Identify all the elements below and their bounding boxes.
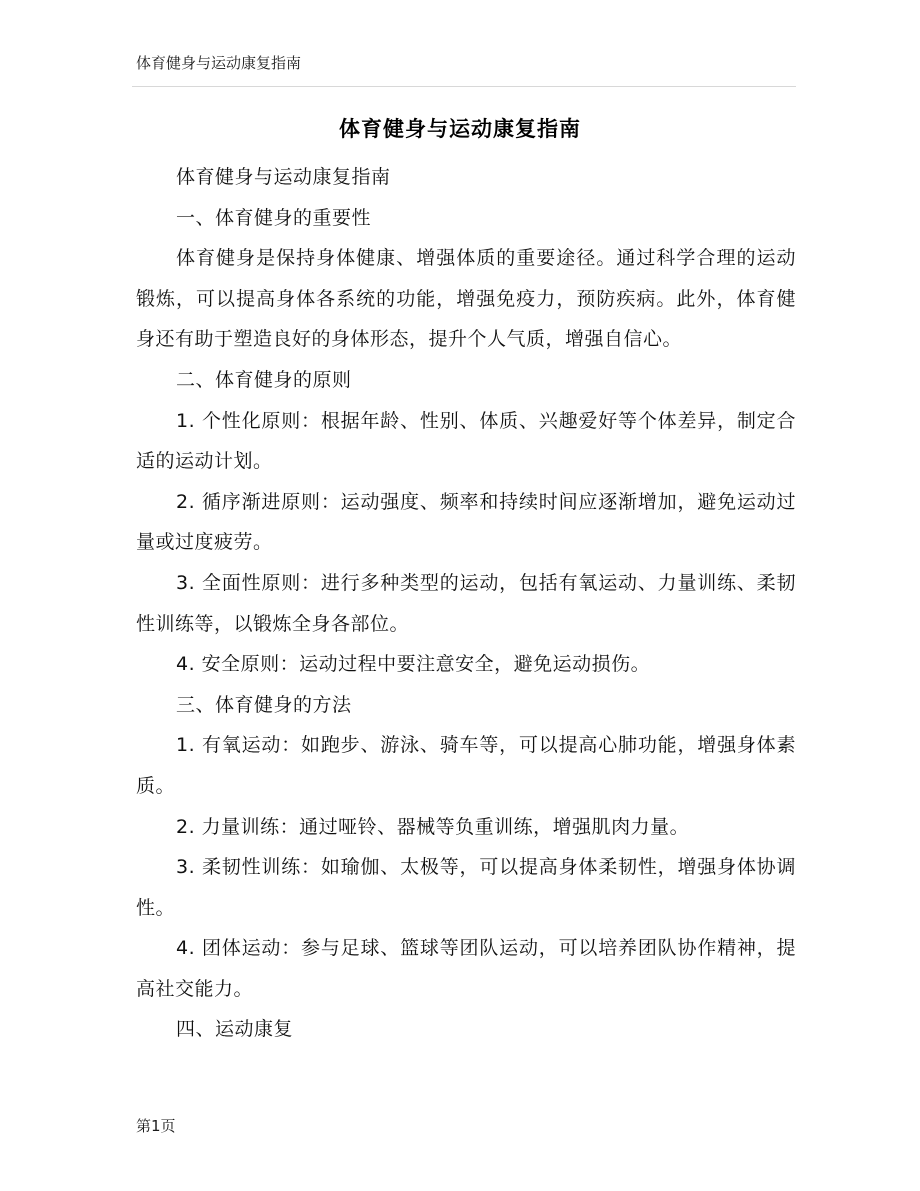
section-heading-principles: 二、体育健身的原则 xyxy=(176,368,352,391)
running-header: 体育健身与运动康复指南 xyxy=(136,54,302,72)
list-item-principle-3: 3. 全面性原则：进行多种类型的运动，包括有氧运动、力量训练、柔韧性训练等，以锻炼全身各部位。 xyxy=(136,571,796,635)
list-item-method-3: 3. 柔韧性训练：如瑜伽、太极等，可以提高身体柔韧性，增强身体协调性。 xyxy=(136,856,796,919)
page-number: 第1页 xyxy=(136,1117,176,1135)
document-body xyxy=(136,157,796,1050)
list-item-principle-4: 4. 安全原则：运动过程中要注意安全，避免运动损伤。 xyxy=(176,653,651,676)
document-title: 体育健身与运动康复指南 xyxy=(339,117,581,141)
header-divider xyxy=(132,86,796,87)
paragraph-subtitle: 体育健身与运动康复指南 xyxy=(176,166,391,188)
section-heading-methods: 三、体育健身的方法 xyxy=(176,693,352,716)
list-item-method-4: 4. 团体运动：参与足球、篮球等团队运动，可以培养团队协作精神，提高社交能力。 xyxy=(136,937,796,1000)
list-item-principle-2: 2. 循序渐进原则：运动强度、频率和持续时间应逐渐增加，避免运动过量或过度疲劳。 xyxy=(136,490,796,554)
list-item-method-1: 1. 有氧运动：如跑步、游泳、骑车等，可以提高心肺功能，增强身体素质。 xyxy=(136,734,796,797)
list-item-principle-1: 1. 个性化原则：根据年龄、性别、体质、兴趣爱好等个体差异，制定合适的运动计划。 xyxy=(136,409,796,473)
section-heading-rehabilitation: 四、运动康复 xyxy=(176,1018,294,1041)
list-item-method-2: 2. 力量训练：通过哑铃、器械等负重训练，增强肌肉力量。 xyxy=(176,815,690,838)
paragraph-importance: 体育健身是保持身体健康、增强体质的重要途径。通过科学合理的运动锻炼，可以提高身体各系统的功能，增强免疫力，预防疾病。此外，体育健身还有助于塑造良好的身体形态，提升个人气质，增强自信心。 xyxy=(136,247,796,351)
section-heading-importance: 一、体育健身的重要性 xyxy=(176,206,372,229)
